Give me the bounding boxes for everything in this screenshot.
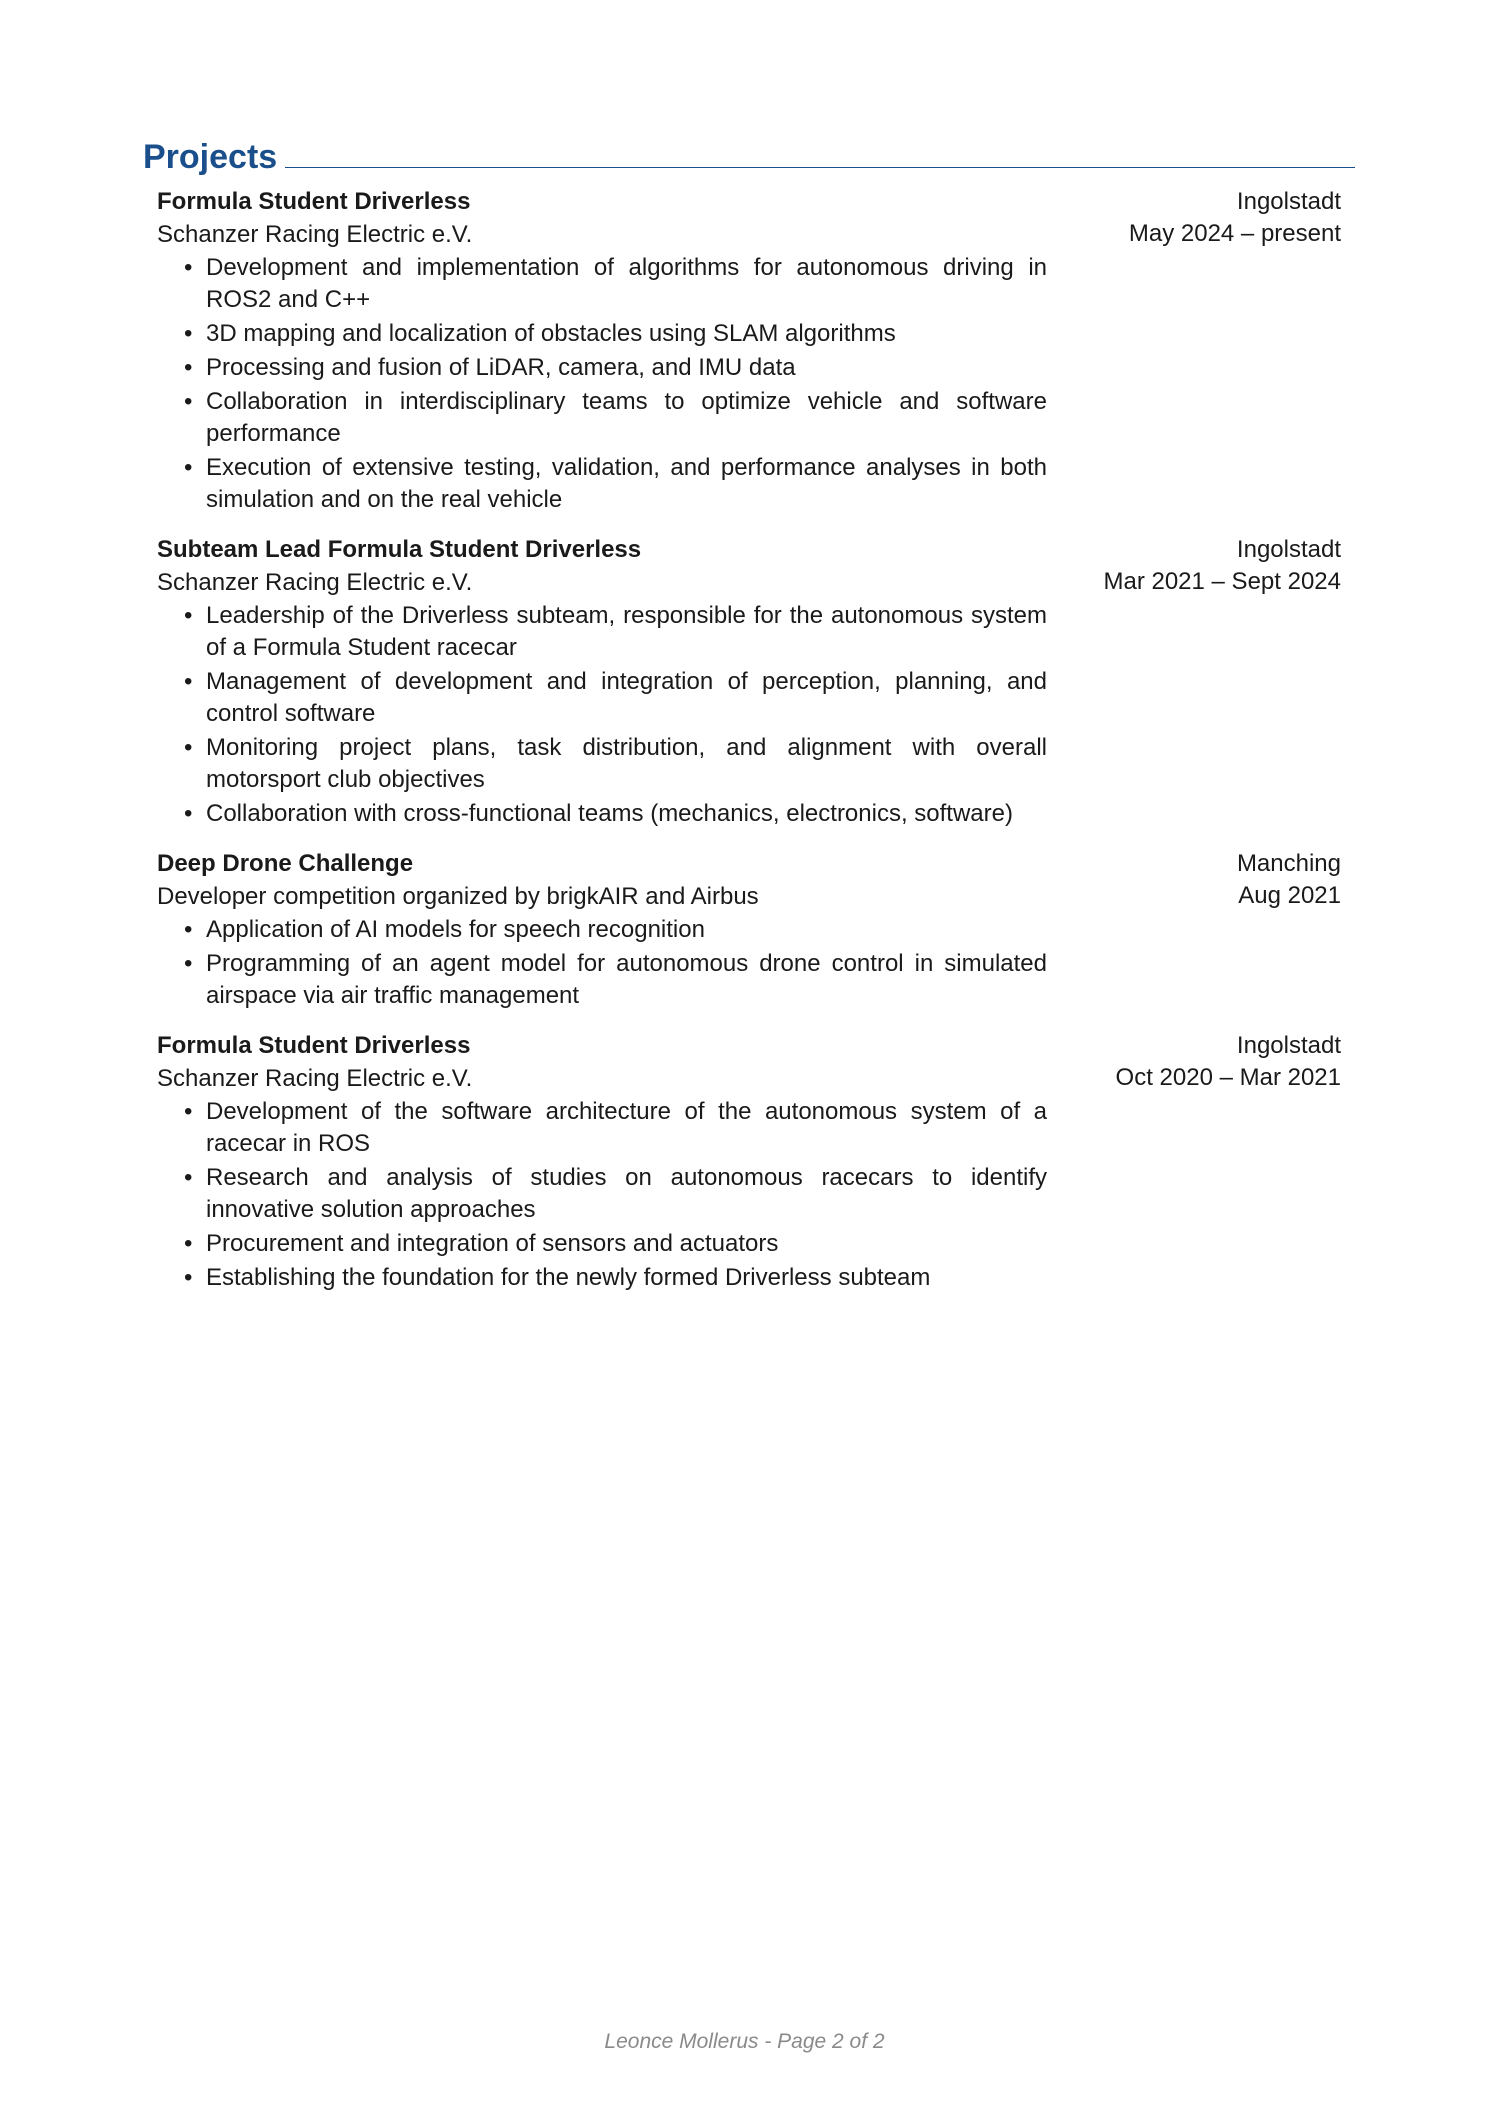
bullet-item: • Collaboration with cross-functional teams (mechanics, electronics, software) [157, 798, 1047, 830]
section-title: Projects [143, 138, 278, 176]
bullet-item: • Procurement and integration of sensors and actuators [157, 1228, 1047, 1260]
project-entry [157, 1030, 1341, 1294]
bullet-item: • Programming of an agent model for autonomous drone control in simulated airspace via air traffic management [157, 948, 1047, 1012]
bullet-item: • 3D mapping and localization of obstacles using SLAM algorithms [157, 318, 1047, 350]
project-location: Ingolstadt [1236, 536, 1341, 563]
bullet-item: • Development and implementation of algorithms for autonomous driving in ROS2 and C++ [157, 252, 1047, 316]
project-title: Deep Drone Challenge [157, 850, 414, 877]
project-title: Formula Student Driverless [157, 1032, 471, 1059]
project-entry [157, 848, 1341, 1012]
project-bullets [157, 914, 1047, 1012]
project-title: Subteam Lead Formula Student Driverless [157, 536, 642, 563]
project-dates: Aug 2021 [1238, 882, 1341, 909]
project-bullets [157, 252, 1047, 516]
bullet-item: • Research and analysis of studies on autonomous racecars to identify innovative solution approaches [157, 1162, 1047, 1226]
project-organization: Developer competition organized by brigkAIR and Airbus [157, 883, 759, 910]
bullet-item: • Management of development and integration of perception, planning, and control software [157, 666, 1047, 730]
project-location: Ingolstadt [1236, 1032, 1341, 1059]
project-entry [157, 186, 1341, 516]
bullet-item: • Development of the software architecture of the autonomous system of a racecar in ROS [157, 1096, 1047, 1160]
bullet-item: • Execution of extensive testing, validation, and performance analyses in both simulation and on the real vehicle [157, 452, 1047, 516]
bullet-item: • Monitoring project plans, task distribution, and alignment with overall motorsport club objectives [157, 732, 1047, 796]
bullet-item: • Leadership of the Driverless subteam, responsible for the autonomous system of a Formula Student racecar [157, 600, 1047, 664]
bullet-item: • Collaboration in interdisciplinary teams to optimize vehicle and software performance [157, 386, 1047, 450]
project-location: Manching [1236, 850, 1341, 877]
bullet-item: • Application of AI models for speech recognition [157, 914, 1047, 946]
project-organization: Schanzer Racing Electric e.V. [157, 1065, 473, 1092]
bullet-item: • Processing and fusion of LiDAR, camera, and IMU data [157, 352, 1047, 384]
project-entries [143, 186, 1355, 1294]
project-title: Formula Student Driverless [157, 188, 471, 215]
project-dates: May 2024 – present [1128, 220, 1341, 247]
bullet-item: • Establishing the foundation for the newly formed Driverless subteam [157, 1262, 1047, 1294]
project-entry [157, 534, 1341, 830]
project-bullets [157, 1096, 1047, 1294]
page-footer: Leonce Mollerus - Page 2 of 2 [604, 2030, 885, 2053]
project-bullets [157, 600, 1047, 830]
project-organization: Schanzer Racing Electric e.V. [157, 221, 473, 248]
project-organization: Schanzer Racing Electric e.V. [157, 569, 473, 596]
projects-section [143, 132, 1355, 1312]
project-location: Ingolstadt [1236, 188, 1341, 215]
project-dates: Mar 2021 – Sept 2024 [1103, 568, 1341, 595]
section-divider [285, 167, 1355, 168]
project-dates: Oct 2020 – Mar 2021 [1115, 1064, 1341, 1091]
section-header [143, 132, 1355, 174]
